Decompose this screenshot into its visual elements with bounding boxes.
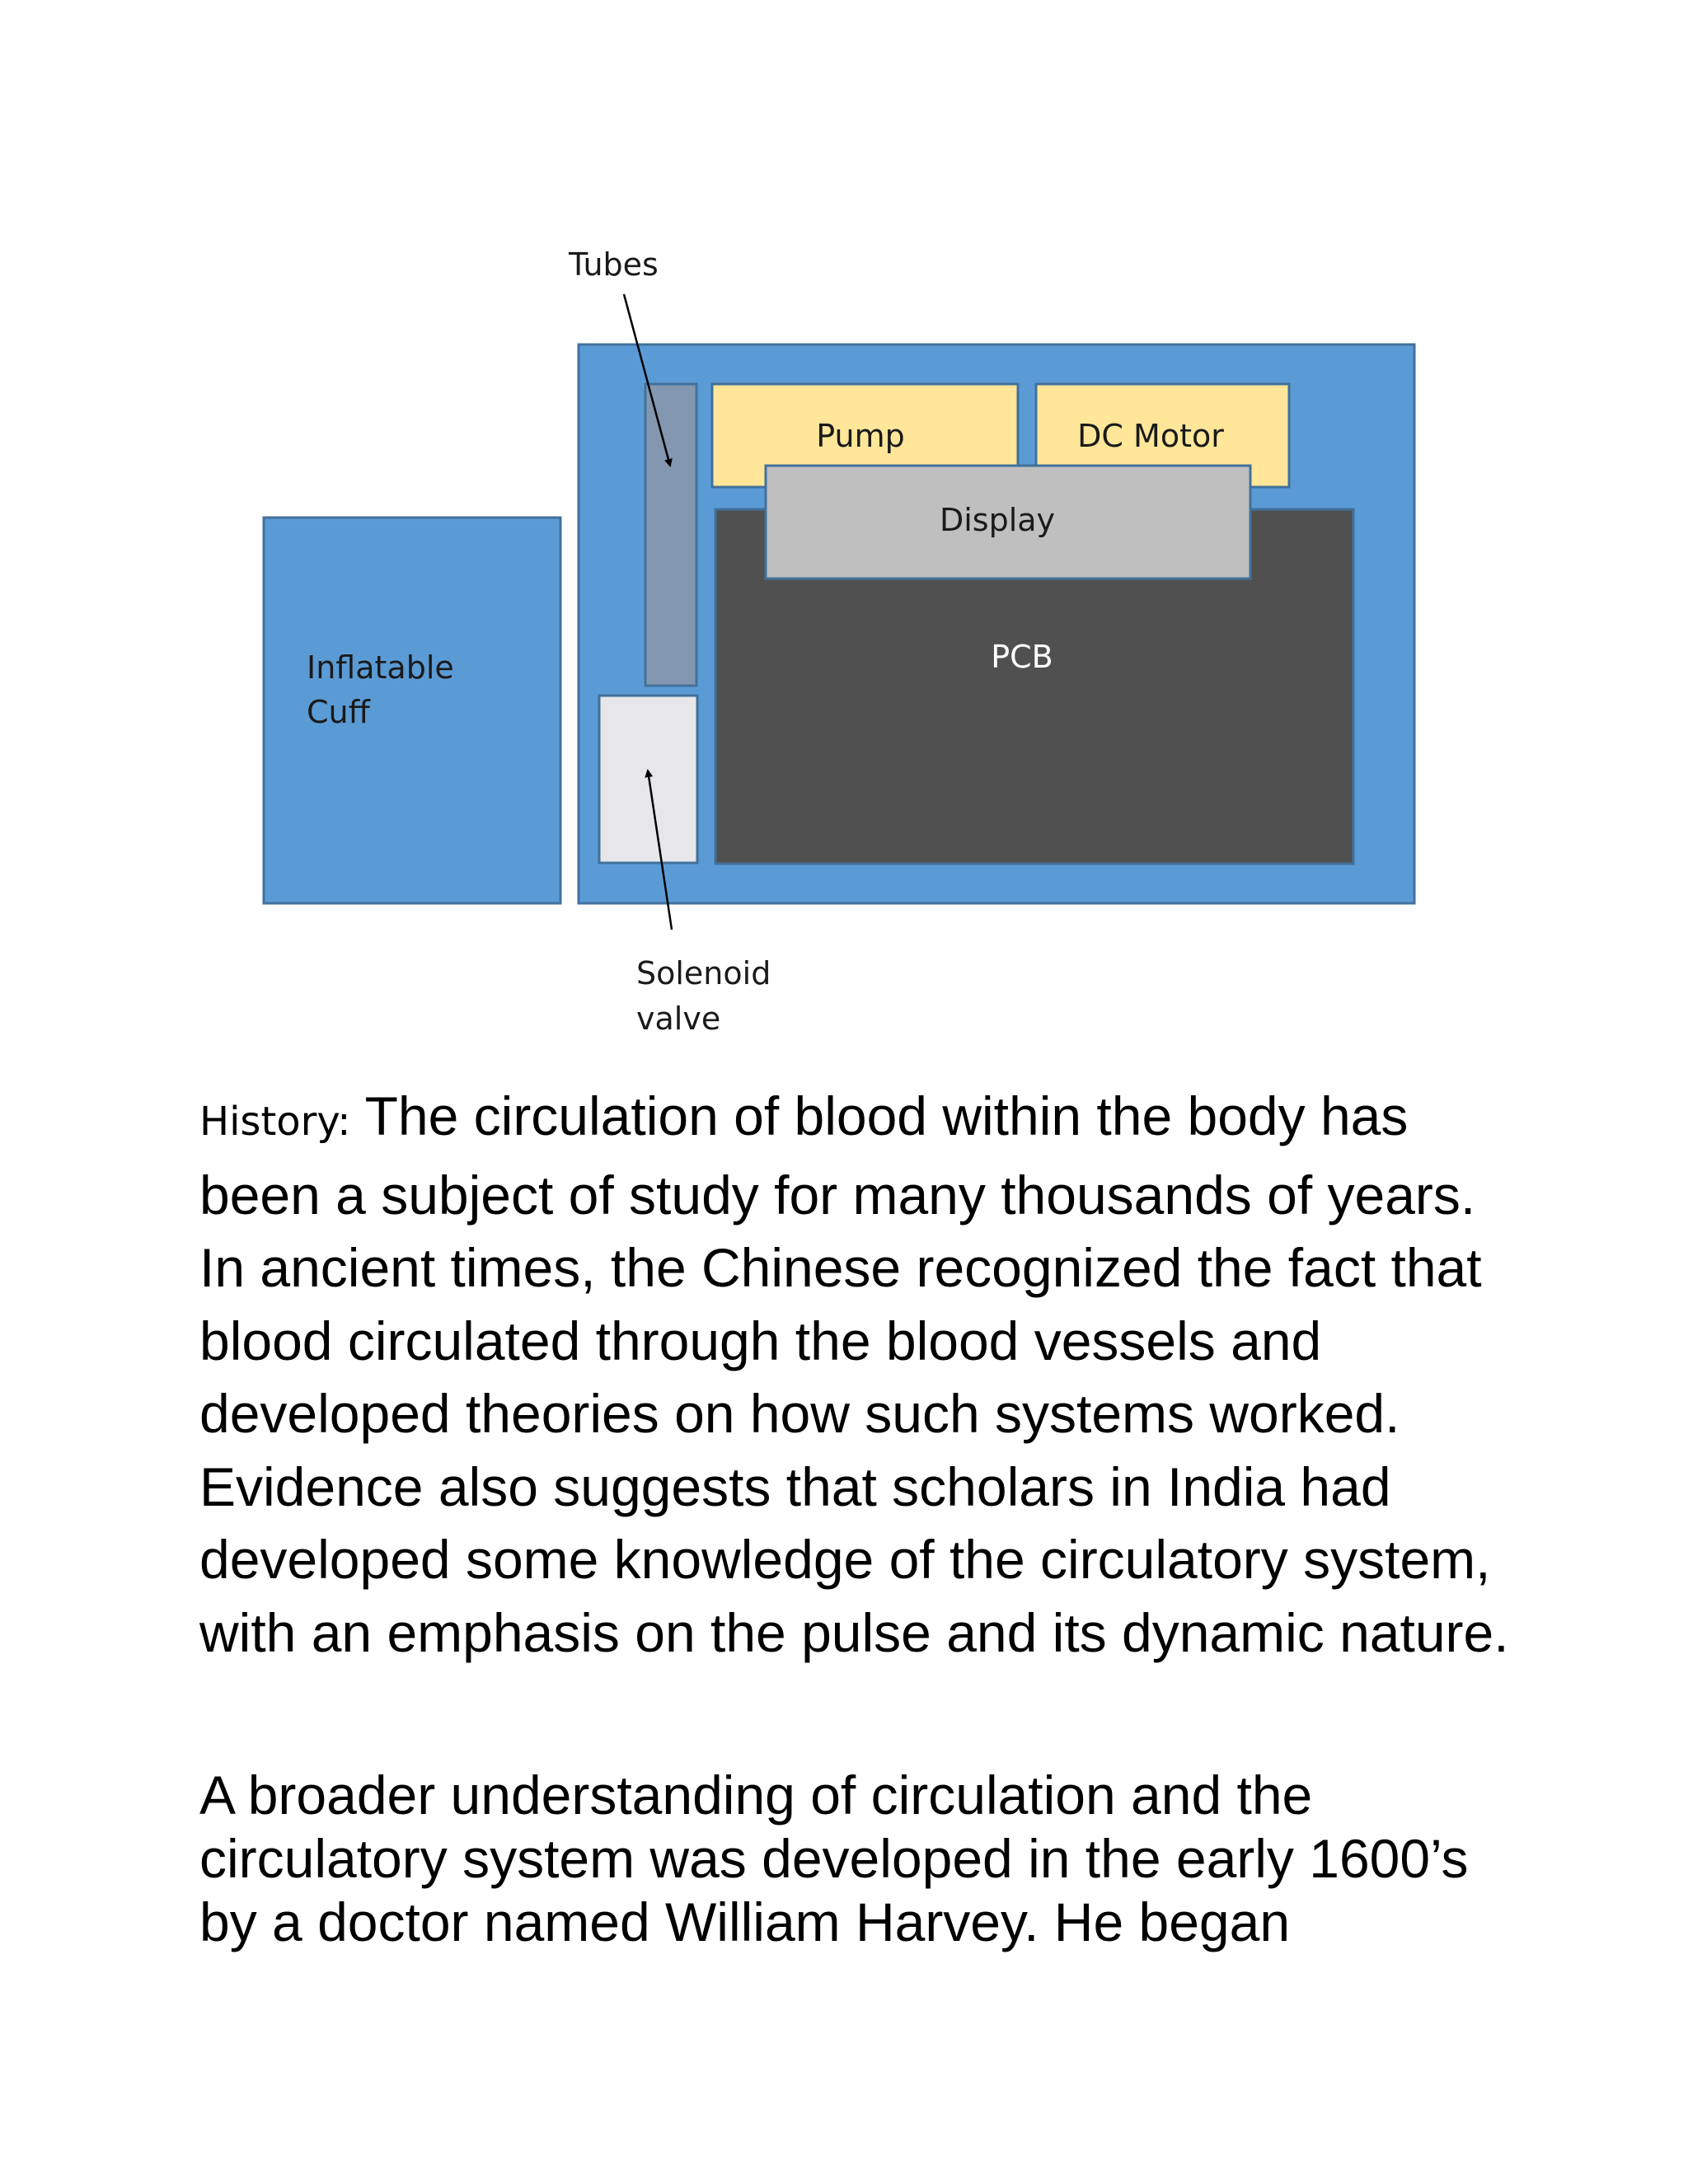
- harvey-paragraph: A broader understanding of circulation and the circulatory system was developed in the early 1600’s by a doctor named William Harvey. He began: [199, 1765, 1469, 1952]
- history-paragraph: [199, 1080, 1535, 1669]
- pump-label: Pump: [816, 418, 905, 454]
- display-label: Display: [939, 502, 1056, 538]
- cuff-label-line2: Cuff: [307, 694, 370, 730]
- solenoid-label-line2: valve: [636, 1001, 721, 1037]
- history-paragraph-text: The circulation of blood within the body has been a subject of study for many thousands of years. In ancient times, the Chinese recognized the fact that blood circulated through the blood vessels and developed theories on how such systems worked. Evidence also suggests that scholars in India had developed some knowledge of the circulatory system, with an emphasis on the pulse and its dynamic nature.: [199, 1085, 1509, 1663]
- pcb-label: PCB: [991, 639, 1053, 675]
- solenoid-label-line1: Solenoid: [636, 955, 771, 991]
- dc-motor-label: DC Motor: [1077, 418, 1224, 454]
- cuff-label-line1: Inflatable: [307, 649, 454, 686]
- blood-pressure-monitor-diagram: [0, 0, 1688, 1063]
- tubes-label: Tubes: [569, 246, 659, 283]
- tubes-box: [645, 384, 696, 686]
- history-label: History:: [199, 1099, 351, 1145]
